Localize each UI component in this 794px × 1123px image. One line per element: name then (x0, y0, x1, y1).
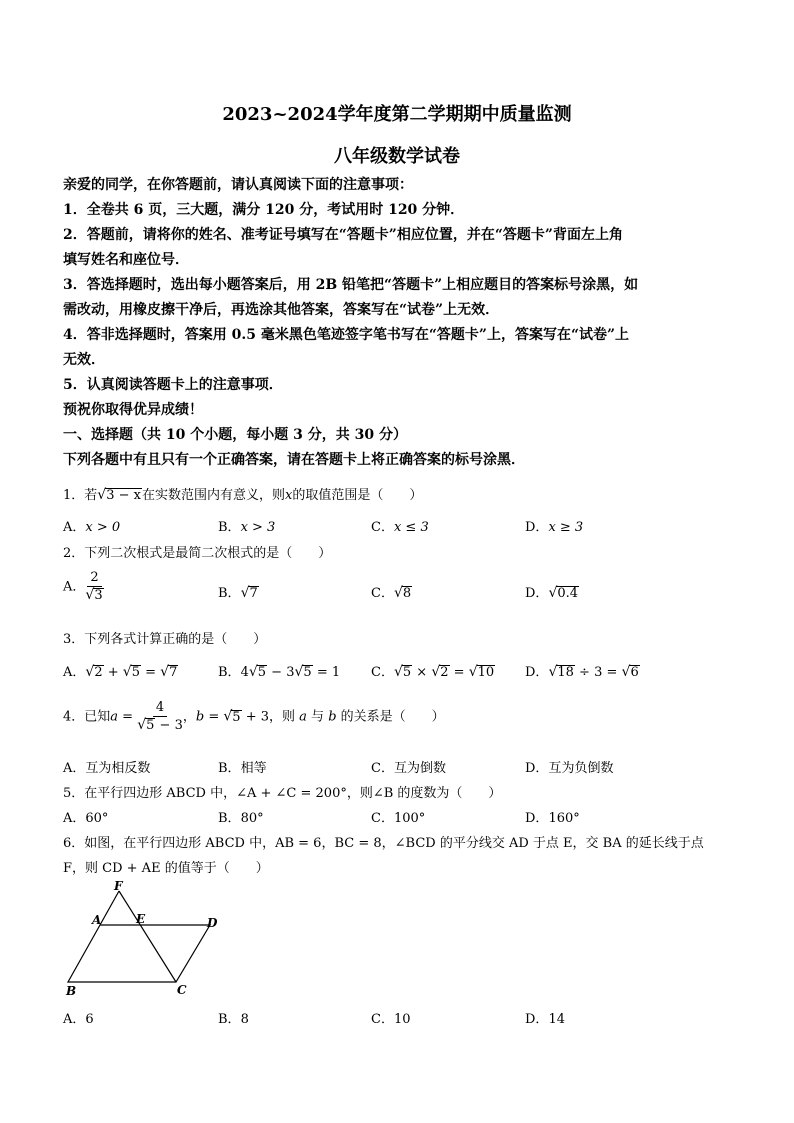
question-4: 4．已知a = $\frac{4}{√5 - 3}$ ，b = √5 + 3，则 a 与 b 的关系是（ ） (63, 700, 445, 733)
q2-option-b: B．√7 (218, 585, 258, 601)
q5-option-b: B．80° (218, 811, 264, 826)
q2-option-d: D．√0.4 (525, 585, 579, 601)
q5-option-c: C．100° (371, 811, 426, 826)
q6-option-a: A．6 (63, 1012, 94, 1027)
notice-line-3a: 3．答选择题时，选出每小题答案后，用 2B 铅笔把“答题卡”上相应题目的答案标号涂黑，如 (63, 277, 639, 293)
notice-line-4b: 无效． (63, 352, 105, 368)
label-b: B (66, 984, 77, 998)
question-1: 1．若√3 − x在实数范围内有意义，则x的取值范围是（ ） (63, 487, 423, 503)
label-d: D (207, 916, 218, 930)
q4-option-a: A．互为相反数 (63, 761, 151, 776)
q1-option-c: C．x ≤ 3 (371, 520, 429, 535)
q2-option-a: A． $\frac{2}{√3}$ (63, 570, 103, 603)
q6-option-c: C．10 (371, 1012, 411, 1027)
question-2: 2．下列二次根式是最简二次根式的是（ ） (63, 546, 332, 561)
question-6-line-1: 6．如图，在平行四边形 ABCD 中，AB = 6，BC = 8，∠BCD 的平分线交 AD 于点 E，交 BA 的延长线于点 (63, 836, 704, 851)
label-c: C (177, 983, 187, 997)
notice-line-4a: 4．答非选择题时，答案用 0.5 毫米黑色笔迹签字笔书写在“答题卡”上，答案写在“试卷”上 (63, 327, 630, 343)
q3-option-a: A．√2 + √5 = √7 (63, 664, 178, 680)
question-5: 5．在平行四边形 ABCD 中，∠A + ∠C = 200°，则∠B 的度数为（ ） (63, 786, 502, 801)
notice-line-3b: 需改动，用橡皮擦干净后，再选涂其他答案，答案写在“试卷”上无效． (63, 302, 500, 318)
exam-title: 2023~2024学年度第二学期期中质量监测 (222, 104, 572, 125)
notice-line-2a: 2．答题前，请将你的姓名、准考证号填写在“答题卡”相应位置，并在“答题卡”背面左上角 (63, 227, 623, 243)
segment-ba-extended (100, 891, 119, 925)
notice-line-1: 1．全卷共 6 页，三大题，满分 120 分，考试用时 120 分钟． (63, 202, 465, 218)
q2-option-c: C．√8 (371, 585, 412, 601)
q4-option-d: D．互为负倒数 (525, 761, 614, 776)
q6-option-b: B．8 (218, 1012, 249, 1027)
section-heading: 一、选择题（共 10 个小题，每小题 3 分，共 30 分） (63, 427, 407, 443)
label-e: E (136, 912, 146, 926)
notice-line-5: 5．认真阅读答题卡上的注意事项． (63, 377, 283, 393)
parallelogram-figure (60, 878, 230, 1002)
q1-option-a: A．x > 0 (63, 520, 121, 535)
q3-option-b: B．4√5 − 3√5 = 1 (218, 664, 341, 680)
q5-option-a: A．60° (63, 811, 109, 826)
q5-option-d: D．160° (525, 811, 580, 826)
exam-subtitle: 八年级数学试卷 (334, 146, 460, 167)
notice-intro: 亲爱的同学，在你答题前，请认真阅读下面的注意事项： (63, 177, 413, 193)
q6-option-d: D．14 (525, 1012, 565, 1027)
notice-wish: 预祝你取得优异成绩！ (63, 402, 203, 418)
notice-line-2b: 填写姓名和座位号． (63, 252, 189, 268)
segment-fc (119, 891, 176, 982)
q3-option-d: D．√18 ÷ 3 = √6 (525, 664, 639, 680)
q4-option-c: C．互为倒数 (371, 761, 446, 776)
question-3: 3．下列各式计算正确的是（ ） (63, 632, 267, 647)
q1-option-d: D．x ≥ 3 (525, 520, 584, 535)
q4-option-b: B．相等 (218, 761, 267, 776)
q1-option-b: B．x > 3 (218, 520, 276, 535)
label-a: A (92, 913, 102, 927)
q3-option-c: C．√5 × √2 = √10 (371, 664, 495, 680)
label-f: F (114, 879, 123, 893)
parallelogram-abcd (68, 925, 210, 982)
question-6-line-2: F，则 CD + AE 的值等于（ ） (63, 861, 269, 876)
section-instruction: 下列各题中有且只有一个正确答案，请在答题卡上将正确答案的标号涂黑． (63, 452, 525, 468)
